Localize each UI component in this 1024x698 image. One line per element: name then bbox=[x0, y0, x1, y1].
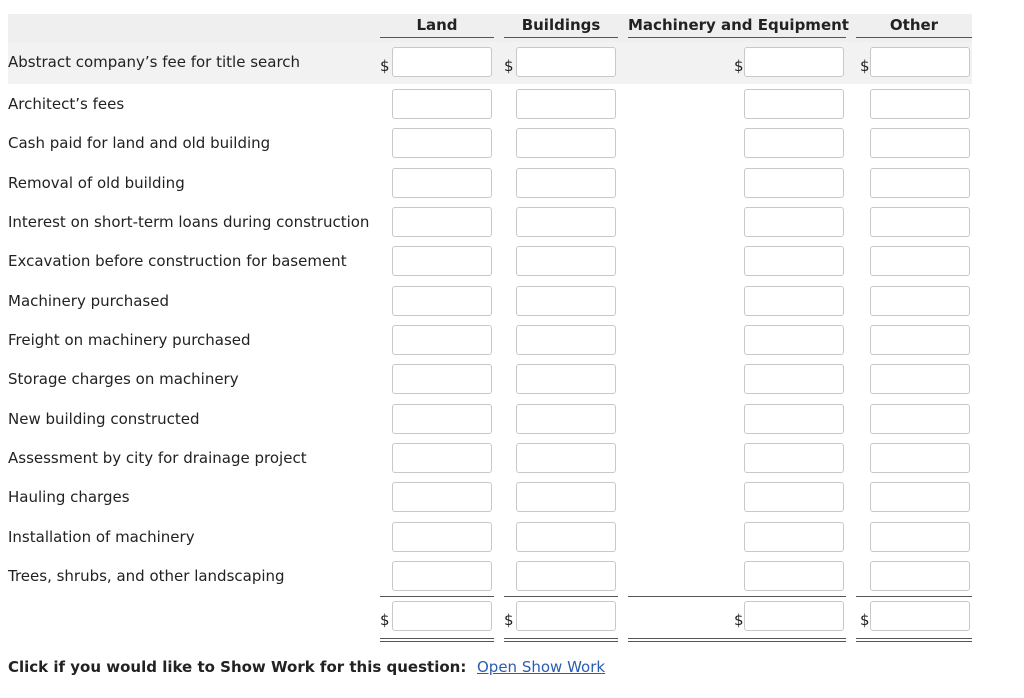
amount-input-land[interactable] bbox=[392, 246, 492, 276]
row-label: Excavation before construction for basement bbox=[8, 252, 347, 270]
amount-input-machinery[interactable] bbox=[744, 286, 844, 316]
double-underline bbox=[504, 638, 618, 642]
amount-input-buildings[interactable] bbox=[516, 286, 616, 316]
column-header-land: Land bbox=[380, 15, 494, 38]
subtotal-rule bbox=[380, 596, 494, 597]
amount-input-machinery[interactable] bbox=[744, 168, 844, 198]
amount-input-land[interactable] bbox=[392, 286, 492, 316]
amount-input-buildings[interactable] bbox=[516, 404, 616, 434]
amount-input-machinery[interactable] bbox=[744, 128, 844, 158]
row-label: Machinery purchased bbox=[8, 292, 169, 310]
row-label: Assessment by city for drainage project bbox=[8, 449, 307, 467]
amount-input-machinery[interactable] bbox=[744, 522, 844, 552]
amount-input-machinery[interactable] bbox=[744, 561, 844, 591]
amount-input-buildings[interactable] bbox=[516, 89, 616, 119]
amount-input-land[interactable] bbox=[392, 168, 492, 198]
open-show-work-link[interactable]: Open Show Work bbox=[477, 658, 606, 676]
row-label: Interest on short-term loans during construction bbox=[8, 213, 370, 231]
amount-input-buildings[interactable] bbox=[516, 364, 616, 394]
total-input-land[interactable] bbox=[392, 601, 492, 631]
amount-input-other[interactable] bbox=[870, 47, 970, 77]
amount-input-land[interactable] bbox=[392, 89, 492, 119]
amount-input-other[interactable] bbox=[870, 364, 970, 394]
amount-input-land[interactable] bbox=[392, 364, 492, 394]
amount-input-other[interactable] bbox=[870, 89, 970, 119]
subtotal-rule bbox=[628, 596, 846, 597]
amount-input-land[interactable] bbox=[392, 128, 492, 158]
subtotal-rule bbox=[856, 596, 972, 597]
amount-input-other[interactable] bbox=[870, 286, 970, 316]
amount-input-buildings[interactable] bbox=[516, 325, 616, 355]
amount-input-land[interactable] bbox=[392, 522, 492, 552]
dollar-sign: $ bbox=[380, 611, 390, 629]
amount-input-machinery[interactable] bbox=[744, 364, 844, 394]
amount-input-other[interactable] bbox=[870, 325, 970, 355]
amount-input-machinery[interactable] bbox=[744, 443, 844, 473]
amount-input-other[interactable] bbox=[870, 561, 970, 591]
row-label: Freight on machinery purchased bbox=[8, 331, 251, 349]
column-header-machinery: Machinery and Equipment bbox=[628, 15, 846, 38]
amount-input-buildings[interactable] bbox=[516, 561, 616, 591]
amount-input-machinery[interactable] bbox=[744, 47, 844, 77]
amount-input-land[interactable] bbox=[392, 404, 492, 434]
amount-input-land[interactable] bbox=[392, 207, 492, 237]
column-header-buildings: Buildings bbox=[504, 15, 618, 38]
dollar-sign: $ bbox=[380, 57, 390, 75]
amount-input-machinery[interactable] bbox=[744, 89, 844, 119]
show-work-prompt: Click if you would like to Show Work for this question: bbox=[8, 658, 467, 676]
dollar-sign: $ bbox=[860, 611, 870, 629]
amount-input-other[interactable] bbox=[870, 128, 970, 158]
row-label: Architect’s fees bbox=[8, 95, 125, 113]
amount-input-buildings[interactable] bbox=[516, 482, 616, 512]
dollar-sign: $ bbox=[734, 611, 744, 629]
total-input-buildings[interactable] bbox=[516, 601, 616, 631]
amount-input-buildings[interactable] bbox=[516, 443, 616, 473]
amount-input-buildings[interactable] bbox=[516, 128, 616, 158]
amount-input-other[interactable] bbox=[870, 404, 970, 434]
double-underline bbox=[628, 638, 846, 642]
column-header-other: Other bbox=[856, 15, 972, 38]
total-input-other[interactable] bbox=[870, 601, 970, 631]
row-label: Cash paid for land and old building bbox=[8, 134, 271, 152]
amount-input-other[interactable] bbox=[870, 168, 970, 198]
total-input-machinery[interactable] bbox=[744, 601, 844, 631]
amount-input-other[interactable] bbox=[870, 207, 970, 237]
double-underline bbox=[856, 638, 972, 642]
amount-input-other[interactable] bbox=[870, 246, 970, 276]
row-label: Installation of machinery bbox=[8, 528, 195, 546]
dollar-sign: $ bbox=[504, 611, 514, 629]
row-label: New building constructed bbox=[8, 410, 200, 428]
row-label: Storage charges on machinery bbox=[8, 370, 239, 388]
amount-input-land[interactable] bbox=[392, 482, 492, 512]
amount-input-other[interactable] bbox=[870, 482, 970, 512]
amount-input-buildings[interactable] bbox=[516, 207, 616, 237]
amount-input-machinery[interactable] bbox=[744, 325, 844, 355]
row-label: Trees, shrubs, and other landscaping bbox=[8, 567, 285, 585]
amount-input-land[interactable] bbox=[392, 47, 492, 77]
amount-input-machinery[interactable] bbox=[744, 207, 844, 237]
subtotal-rule bbox=[504, 596, 618, 597]
dollar-sign: $ bbox=[860, 57, 870, 75]
amount-input-buildings[interactable] bbox=[516, 246, 616, 276]
amount-input-buildings[interactable] bbox=[516, 168, 616, 198]
row-label: Removal of old building bbox=[8, 174, 185, 192]
amount-input-other[interactable] bbox=[870, 522, 970, 552]
amount-input-machinery[interactable] bbox=[744, 482, 844, 512]
amount-input-land[interactable] bbox=[392, 325, 492, 355]
amount-input-land[interactable] bbox=[392, 443, 492, 473]
amount-input-land[interactable] bbox=[392, 561, 492, 591]
row-label: Hauling charges bbox=[8, 488, 130, 506]
row-label: Abstract company’s fee for title search bbox=[8, 53, 301, 71]
amount-input-other[interactable] bbox=[870, 443, 970, 473]
amount-input-buildings[interactable] bbox=[516, 522, 616, 552]
amount-input-machinery[interactable] bbox=[744, 404, 844, 434]
amount-input-machinery[interactable] bbox=[744, 246, 844, 276]
double-underline bbox=[380, 638, 494, 642]
dollar-sign: $ bbox=[734, 57, 744, 75]
dollar-sign: $ bbox=[504, 57, 514, 75]
amount-input-buildings[interactable] bbox=[516, 47, 616, 77]
